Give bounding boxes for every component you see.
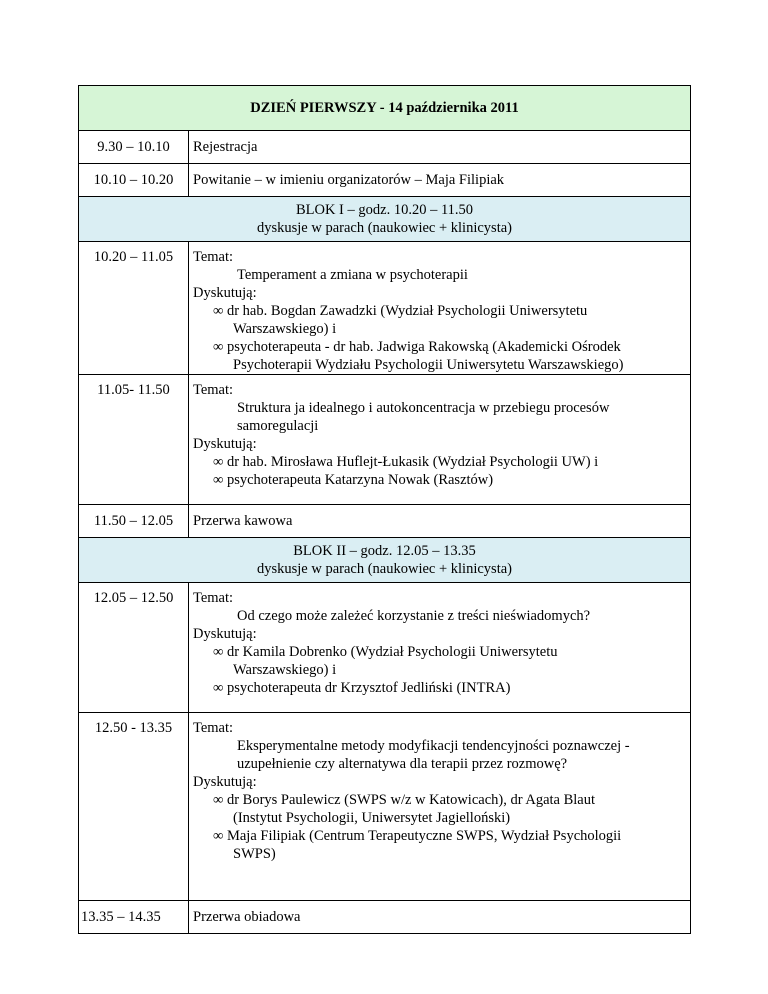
table-row xyxy=(79,164,691,197)
discussants-label: Dyskutują: xyxy=(193,436,257,452)
activity-cell: Przerwa obiadowa xyxy=(189,901,691,934)
activity-cell: Rejestracja xyxy=(189,131,691,164)
time-cell: 13.35 – 14.35 xyxy=(79,901,189,934)
activity-cell: Przerwa kawowa xyxy=(189,505,691,538)
discussant-item: ∞ dr hab. Mirosława Huflejt-Łukasik (Wydział Psychologii UW) i xyxy=(213,454,599,470)
topic-title-cont: uzupełnienie czy alternatywa dla terapii przez rozmowę? xyxy=(237,756,568,772)
time-cell: 10.20 – 11.05 xyxy=(79,242,189,375)
discussant-item-cont: (Instytut Psychologii, Uniwersytet Jagielloński) xyxy=(233,810,511,826)
block-title: BLOK I – godz. 10.20 – 11.50 xyxy=(295,202,474,218)
time-cell: 11.05- 11.50 xyxy=(79,375,189,505)
discussant-item-cont: SWPS) xyxy=(233,846,276,862)
session-row xyxy=(79,713,691,901)
session-row xyxy=(79,375,691,505)
day-header: DZIEŃ PIERWSZY - 14 października 2011 xyxy=(79,86,691,131)
session-cell xyxy=(189,375,691,505)
topic-label: Temat: xyxy=(193,249,234,265)
topic-title-cont: samoregulacji xyxy=(237,418,319,434)
discussant-item: ∞ psychoterapeuta dr Krzysztof Jedliński (INTRA) xyxy=(213,680,511,696)
block-title: BLOK II – godz. 12.05 – 13.35 xyxy=(293,543,476,559)
time-cell: 11.50 – 12.05 xyxy=(79,505,189,538)
discussants-label: Dyskutują: xyxy=(193,285,257,301)
table-row xyxy=(79,131,691,164)
block-header-row xyxy=(79,197,691,242)
discussant-item: ∞ Maja Filipiak (Centrum Terapeutyczne SWPS, Wydział Psychologii xyxy=(213,828,622,844)
discussant-item: ∞ psychoterapeuta Katarzyna Nowak (Rasztów) xyxy=(213,472,494,488)
topic-title: Struktura ja idealnego i autokoncentracja w przebiegu procesów xyxy=(237,400,610,416)
discussants-label: Dyskutują: xyxy=(193,774,257,790)
block-subtitle: dyskusje w parach (naukowiec + klinicysta) xyxy=(256,561,512,577)
block-header xyxy=(79,538,691,583)
discussant-item-cont: Psychoterapii Wydziału Psychologii Uniwersytetu Warszawskiego) xyxy=(233,357,624,373)
discussant-item-cont: Warszawskiego) i xyxy=(233,662,337,678)
session-row xyxy=(79,242,691,375)
discussant-item: ∞ dr Kamila Dobrenko (Wydział Psychologii Uniwersytetu xyxy=(213,644,558,660)
block-header-row xyxy=(79,538,691,583)
session-cell xyxy=(189,242,691,375)
time-cell: 10.10 – 10.20 xyxy=(79,164,189,197)
discussant-item: ∞ dr Borys Paulewicz (SWPS w/z w Katowicach), dr Agata Blaut xyxy=(213,792,596,808)
topic-title: Temperament a zmiana w psychoterapii xyxy=(237,267,468,283)
topic-label: Temat: xyxy=(193,382,234,398)
topic-label: Temat: xyxy=(193,590,234,606)
discussant-item: ∞ psychoterapeuta - dr hab. Jadwiga Rakowską (Akademicki Ośrodek xyxy=(213,339,621,355)
discussant-item: ∞ dr hab. Bogdan Zawadzki (Wydział Psychologii Uniwersytetu xyxy=(213,303,588,319)
session-cell xyxy=(189,713,691,901)
session-row xyxy=(79,583,691,713)
discussants-label: Dyskutują: xyxy=(193,626,257,642)
topic-label: Temat: xyxy=(193,720,234,736)
session-cell xyxy=(189,583,691,713)
topic-title: Od czego może zależeć korzystanie z treści nieświadomych? xyxy=(237,608,591,624)
table-row xyxy=(79,505,691,538)
time-cell: 9.30 – 10.10 xyxy=(79,131,189,164)
schedule-table xyxy=(78,85,691,934)
table-row xyxy=(79,901,691,934)
block-subtitle: dyskusje w parach (naukowiec + klinicysta) xyxy=(256,220,512,236)
discussant-item-cont: Warszawskiego) i xyxy=(233,321,337,337)
block-header xyxy=(79,197,691,242)
time-cell: 12.50 - 13.35 xyxy=(79,713,189,901)
topic-title: Eksperymentalne metody modyfikacji tendencyjności poznawczej - xyxy=(237,738,630,754)
time-cell: 12.05 – 12.50 xyxy=(79,583,189,713)
activity-cell: Powitanie – w imieniu organizatorów – Maja Filipiak xyxy=(189,164,691,197)
